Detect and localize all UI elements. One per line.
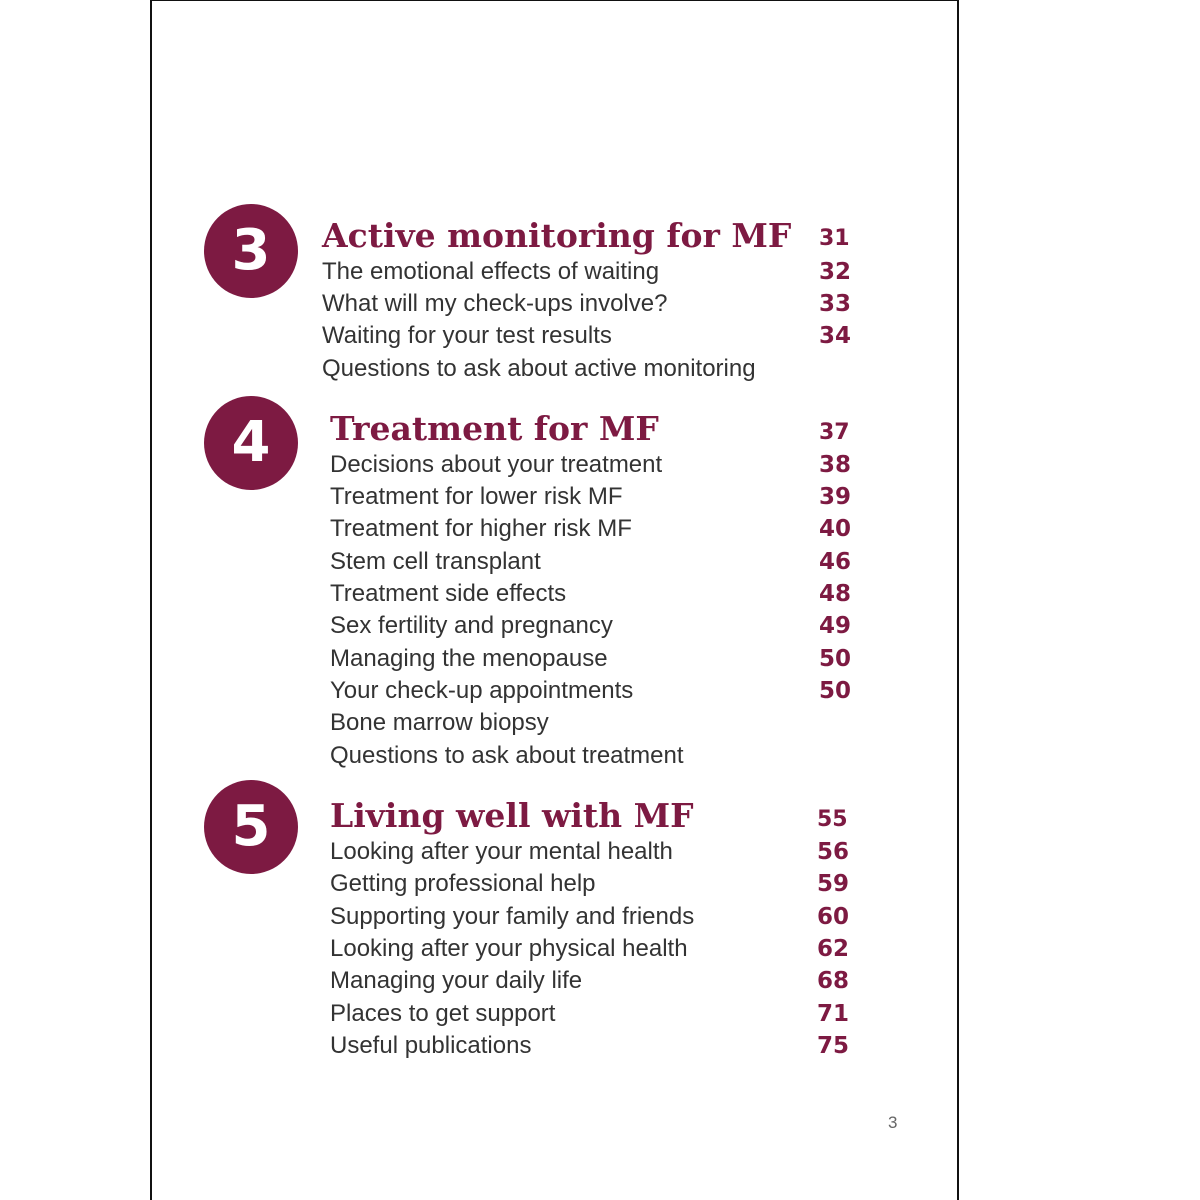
toc-entry — [152, 901, 957, 933]
toc-entry — [152, 481, 957, 513]
toc-entry-label: Questions to ask about treatment — [330, 742, 684, 769]
toc-entry-page: 56 — [817, 839, 850, 865]
section-number-badge: 3 — [204, 204, 298, 298]
toc-entry-page: 68 — [817, 968, 850, 994]
page-number: 3 — [888, 1113, 898, 1132]
toc-entry-page: 32 — [819, 259, 852, 285]
section-title-page: 37 — [819, 420, 850, 445]
toc-entry-label: Looking after your physical health — [330, 935, 688, 962]
toc-entry-page: 60 — [817, 904, 850, 930]
toc-entry — [152, 353, 957, 385]
toc-entry-label: Supporting your family and friends — [330, 903, 695, 930]
toc-entry-label: Places to get support — [330, 1000, 556, 1027]
toc-entry-label: Decisions about your treatment — [330, 451, 663, 478]
toc-entry-page: 39 — [819, 484, 852, 510]
toc-entry-page: 50 — [819, 678, 852, 704]
section-number-badge: 5 — [204, 780, 298, 874]
section-title: Treatment for MF — [330, 409, 659, 448]
toc-entry-label: Getting professional help — [330, 870, 596, 897]
toc-entry — [152, 320, 957, 352]
toc-entry — [152, 610, 957, 642]
toc-entry-page: 50 — [819, 646, 852, 672]
toc-entry-label: Treatment for higher risk MF — [330, 515, 632, 542]
toc-entry-label: Stem cell transplant — [330, 548, 541, 575]
toc-entry-page: 34 — [819, 323, 852, 349]
toc-entry — [152, 546, 957, 578]
toc-entry-page: 75 — [817, 1033, 850, 1059]
toc-entry-page: 71 — [817, 1001, 850, 1027]
toc-entry-page: 40 — [819, 516, 852, 542]
toc-entry — [152, 965, 957, 997]
section-number-badge: 4 — [204, 396, 298, 490]
toc-entry-label: The emotional effects of waiting — [322, 258, 660, 285]
document-page — [150, 0, 959, 1200]
toc-entry-label: Managing the menopause — [330, 645, 608, 672]
toc-entry — [152, 288, 957, 320]
toc-entry — [152, 998, 957, 1030]
toc-entry-page: 48 — [819, 581, 852, 607]
toc-entry — [152, 933, 957, 965]
toc-entry-label: Questions to ask about active monitoring — [322, 355, 756, 382]
toc-entry-label: Looking after your mental health — [330, 838, 673, 865]
toc-entry-label: Managing your daily life — [330, 967, 583, 994]
toc-entry — [152, 868, 957, 900]
toc-entry-page: 59 — [817, 871, 850, 897]
toc-entry — [152, 643, 957, 675]
toc-entry — [152, 675, 957, 707]
section-title-page: 31 — [819, 226, 850, 251]
toc-entry — [152, 707, 957, 739]
toc-entry — [152, 578, 957, 610]
toc-entry — [152, 256, 957, 288]
toc-entry-label: Your check-up appointments — [330, 677, 634, 704]
toc-entry-label: Treatment for lower risk MF — [330, 483, 623, 510]
toc-entry — [152, 836, 957, 868]
section-title: Living well with MF — [330, 796, 694, 835]
toc-entry — [152, 449, 957, 481]
toc-entry-page: 62 — [817, 936, 850, 962]
toc-entry-page: 46 — [819, 549, 852, 575]
section-title: Active monitoring for MF — [322, 216, 792, 255]
toc-entry-page: 33 — [819, 291, 852, 317]
toc-entry — [152, 1030, 957, 1062]
toc-entry-label: Useful publications — [330, 1032, 532, 1059]
section-title-page: 55 — [817, 807, 848, 832]
toc-entry-page: 49 — [819, 613, 852, 639]
toc-entry-label: Sex fertility and pregnancy — [330, 612, 613, 639]
toc-entry-label: Bone marrow biopsy — [330, 709, 549, 736]
toc-entry — [152, 513, 957, 545]
toc-entry — [152, 740, 957, 772]
toc-entry-label: What will my check-ups involve? — [322, 290, 668, 317]
toc-entry-page: 38 — [819, 452, 852, 478]
toc-entry-label: Treatment side effects — [330, 580, 567, 607]
toc-entry-label: Waiting for your test results — [322, 322, 612, 349]
